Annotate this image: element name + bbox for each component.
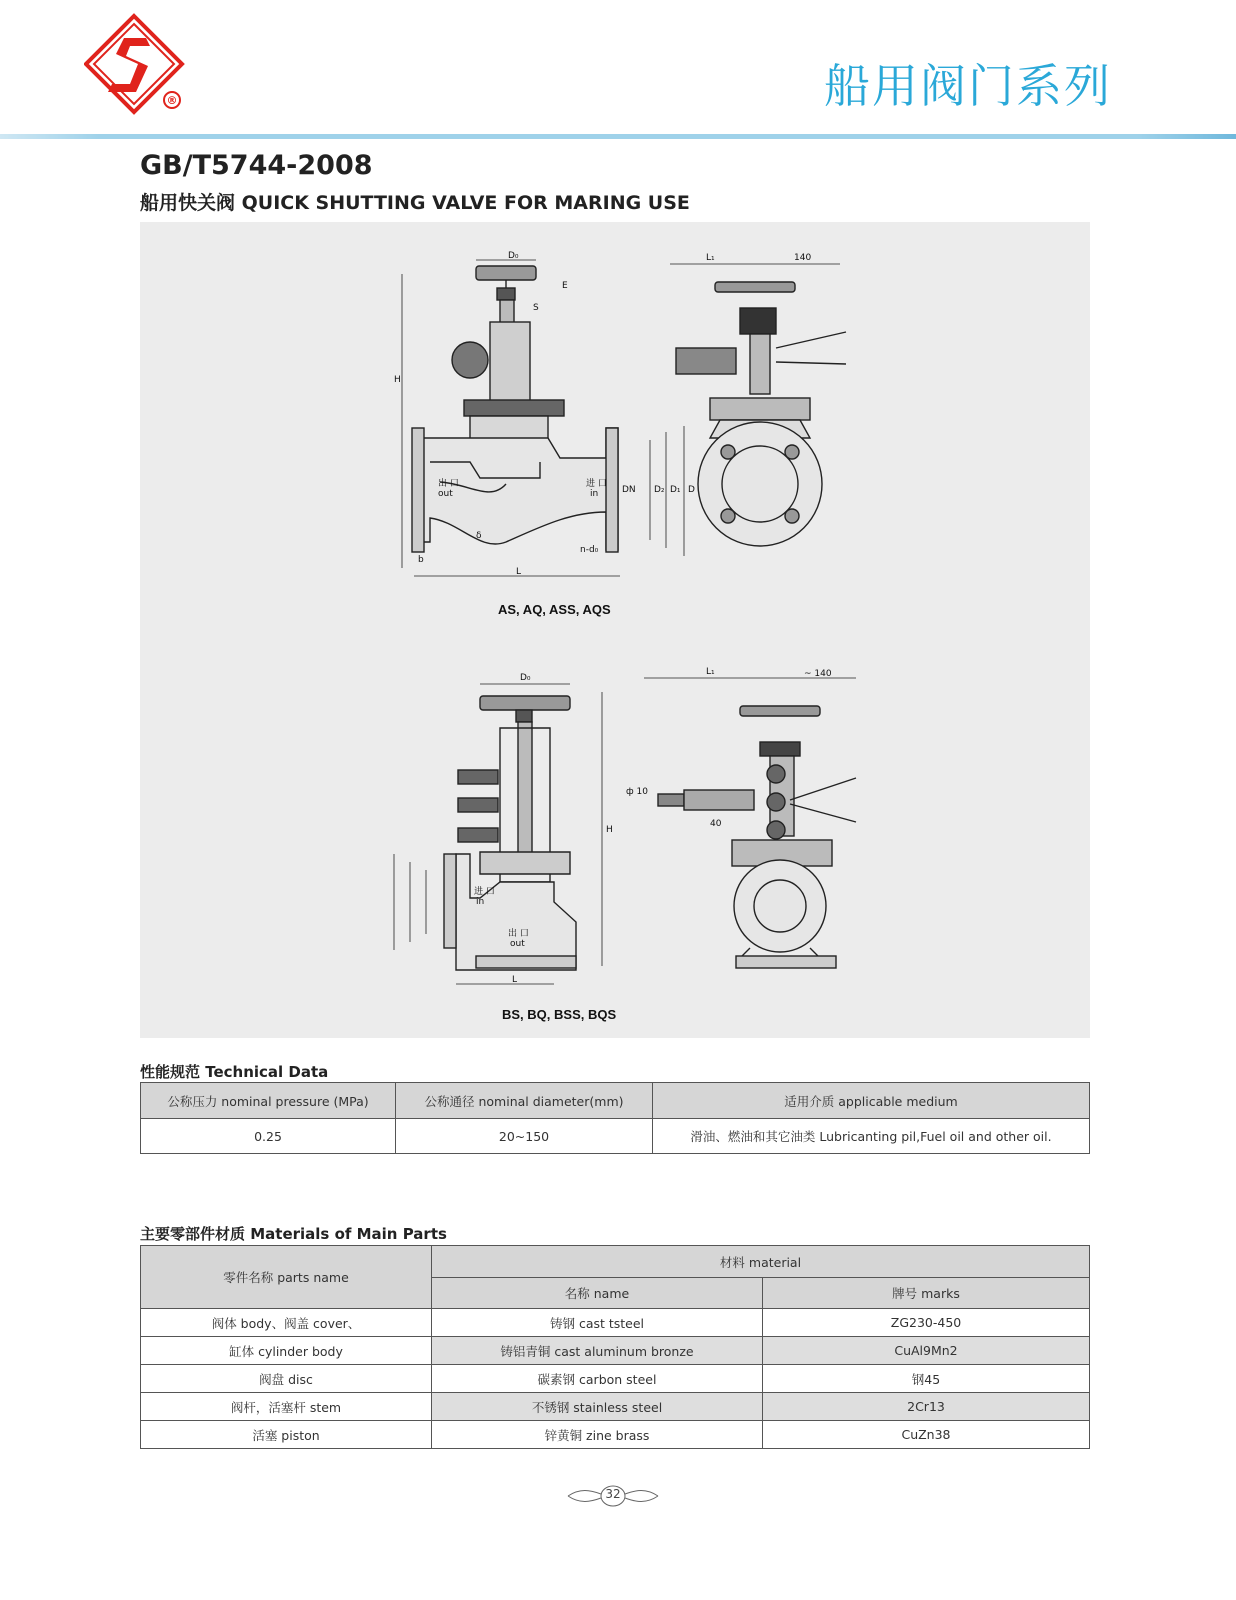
dim-d0: D₀ — [508, 251, 519, 261]
materials-header-material: 材料 material — [432, 1246, 1090, 1278]
dim-l-b: L — [512, 975, 518, 985]
drawing-caption-bottom: BS, BQ, BSS, BQS — [502, 1007, 617, 1022]
dim-l1-b: L₁ — [706, 667, 715, 677]
drawing-panel — [140, 222, 1090, 1038]
dim-nd0: n-d₀ — [580, 545, 599, 555]
marks-cell: 2Cr13 — [763, 1393, 1090, 1421]
dim-h: H — [394, 375, 401, 385]
tech-medium-value: 滑油、燃油和其它油类 Lubricanting pil,Fuel oil and other oil. — [653, 1119, 1090, 1154]
table-row — [141, 1337, 1090, 1365]
label-out-cn-b: 出 口 — [508, 929, 529, 939]
material-name-cell: 不锈钢 stainless steel — [432, 1393, 763, 1421]
table-row — [141, 1365, 1090, 1393]
dim-10: ф 10 — [626, 787, 649, 797]
label-in-en-b: in — [476, 897, 485, 907]
dim-l: L — [516, 567, 522, 577]
material-name-cell: 铸铝青铜 cast aluminum bronze — [432, 1337, 763, 1365]
dim-d1: D₁ — [670, 485, 681, 495]
tech-diameter-value: 20~150 — [396, 1119, 653, 1154]
material-name-cell: 铸钢 cast tsteel — [432, 1309, 763, 1337]
valve-drawings — [140, 222, 1090, 1038]
marks-cell: ZG230-450 — [763, 1309, 1090, 1337]
product-title: 船用快关阀 QUICK SHUTTING VALVE FOR MARING USE — [140, 192, 690, 214]
label-in-en: in — [590, 489, 599, 499]
header-divider — [0, 134, 1236, 139]
technical-data-title: 性能规范 Technical Data — [140, 1063, 329, 1081]
label-out-en: out — [438, 489, 453, 499]
material-name-cell: 锌黄铜 zine brass — [432, 1421, 763, 1449]
tech-header-medium: 适用介质 applicable medium — [653, 1083, 1090, 1119]
company-logo — [84, 12, 188, 116]
materials-title: 主要零部件材质 Materials of Main Parts — [140, 1225, 447, 1243]
part-cell: 缸体 cylinder body — [141, 1337, 432, 1365]
registered-mark: ® — [166, 94, 178, 107]
dim-l1: L₁ — [706, 253, 715, 263]
dim-b: b — [418, 555, 424, 565]
label-in-cn-b: 进 口 — [474, 887, 495, 897]
dim-h-b: H — [606, 825, 613, 835]
tech-header-diameter: 公称通径 nominal diameter(mm) — [396, 1083, 653, 1119]
table-row — [141, 1421, 1090, 1449]
materials-table — [140, 1245, 1090, 1449]
dim-d: D — [688, 485, 695, 495]
table-row — [141, 1393, 1090, 1421]
tech-pressure-value: 0.25 — [141, 1119, 396, 1154]
dim-140-b: ~ 140 — [804, 669, 832, 679]
page-number-text: 32 — [605, 1487, 621, 1501]
label-in-cn: 进 口 — [586, 479, 607, 489]
tech-header-pressure: 公称压力 nominal pressure (MPa) — [141, 1083, 396, 1119]
drawing-caption-top: AS, AQ, ASS, AQS — [498, 602, 611, 617]
part-cell: 阀体 body、阀盖 cover、 — [141, 1309, 432, 1337]
table-row — [141, 1309, 1090, 1337]
part-cell: 阀杆，活塞杆 stem — [141, 1393, 432, 1421]
standard-code: GB/T5744-2008 — [140, 150, 373, 181]
materials-header-name: 名称 name — [432, 1278, 763, 1309]
marks-cell: 钢45 — [763, 1365, 1090, 1393]
marks-cell: CuZn38 — [763, 1421, 1090, 1449]
materials-header-part: 零件名称 parts name — [141, 1246, 432, 1309]
dim-40: 40 — [710, 819, 722, 829]
part-cell: 活塞 piston — [141, 1421, 432, 1449]
dim-dn: DN — [622, 485, 636, 495]
series-title: 船用阀门系列 — [824, 59, 1112, 113]
label-out-cn: 出 口 — [438, 479, 459, 489]
page-number — [566, 1484, 660, 1508]
dim-d0-b: D₀ — [520, 673, 531, 683]
dim-delta: δ — [476, 531, 482, 541]
dim-s: S — [533, 303, 539, 313]
dim-e: E — [562, 281, 568, 291]
dim-d2: D₂ — [654, 485, 665, 495]
part-cell: 阀盘 disc — [141, 1365, 432, 1393]
label-out-en-b: out — [510, 939, 525, 949]
dim-140: 140 — [794, 253, 812, 263]
materials-header-marks: 牌号 marks — [763, 1278, 1090, 1309]
material-name-cell: 碳素钢 carbon steel — [432, 1365, 763, 1393]
technical-data-table — [140, 1082, 1090, 1154]
marks-cell: CuAl9Mn2 — [763, 1337, 1090, 1365]
